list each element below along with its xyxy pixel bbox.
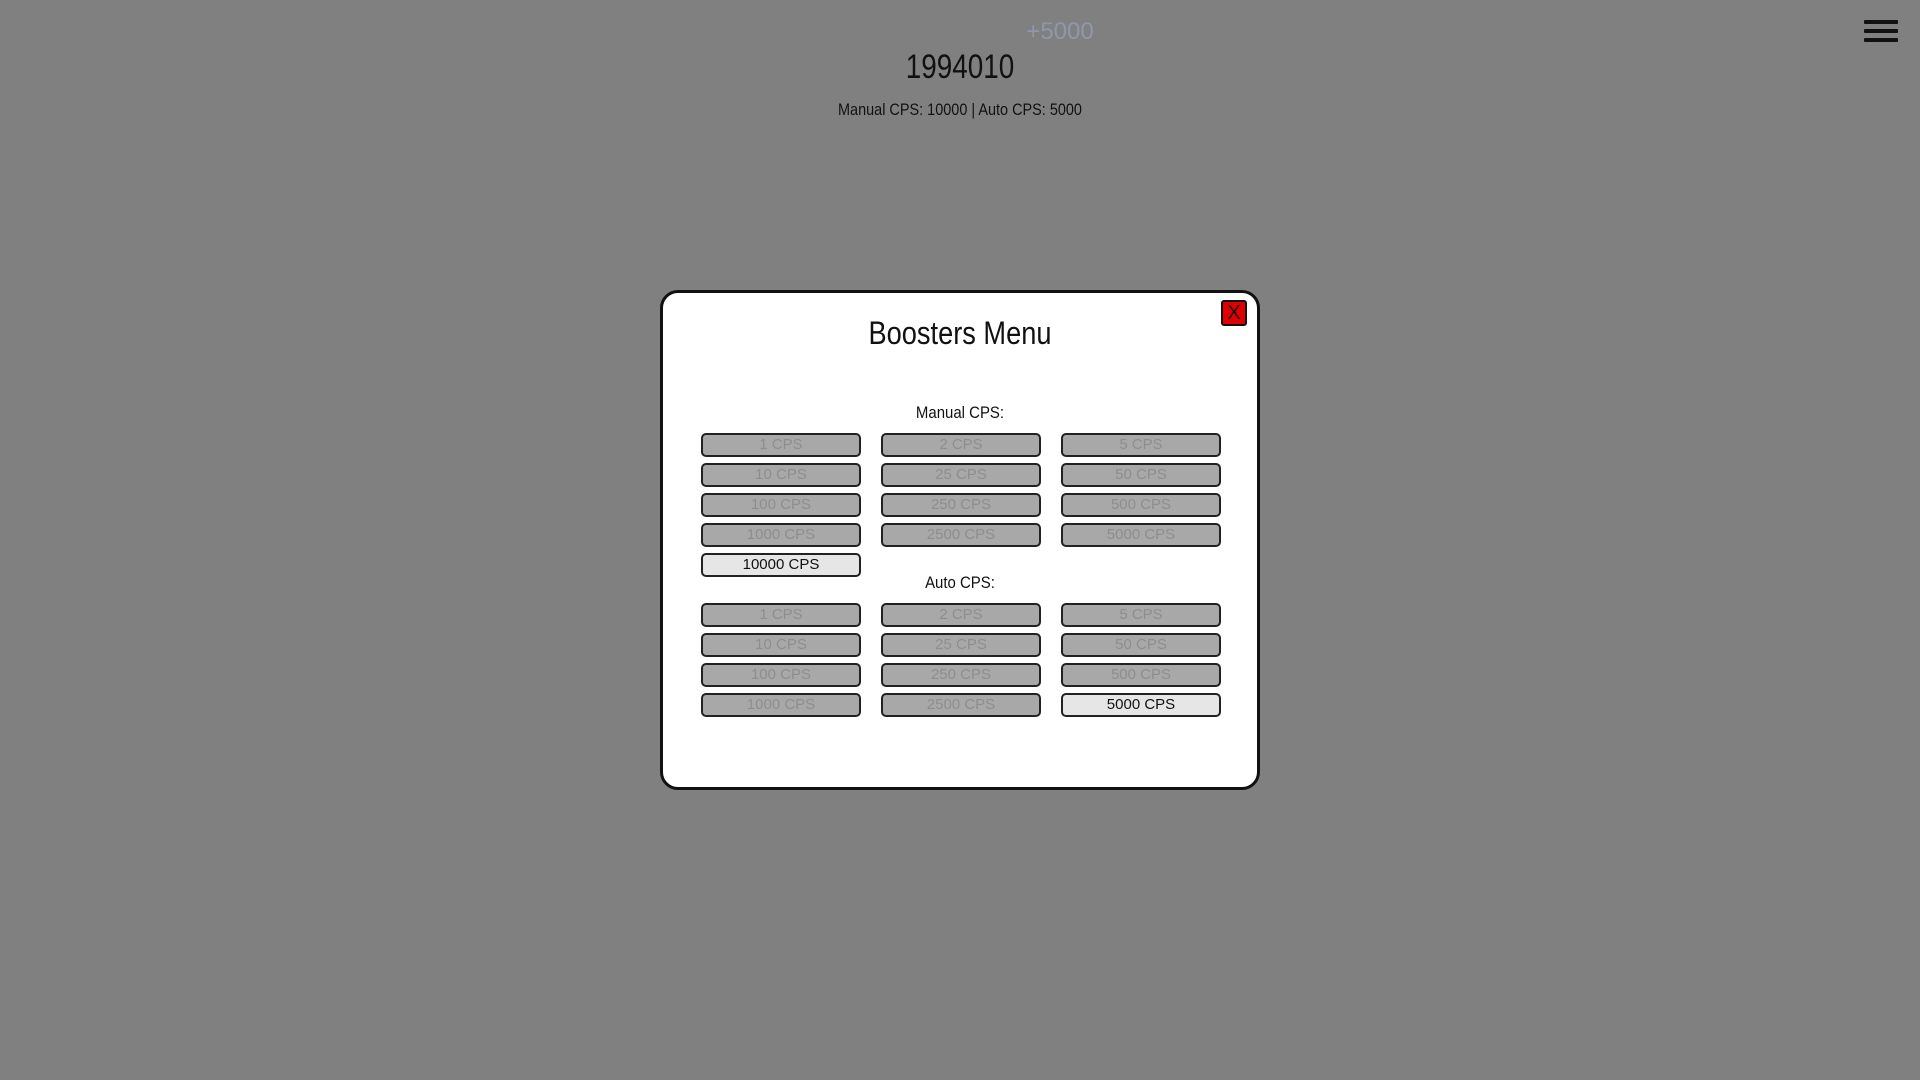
auto-booster-button[interactable]: 500 CPS: [1061, 663, 1221, 687]
score-counter: 1994010: [905, 48, 1015, 86]
manual-booster-button[interactable]: 250 CPS: [881, 493, 1041, 517]
auto-booster-button[interactable]: 2 CPS: [881, 603, 1041, 627]
manual-booster-button[interactable]: 10000 CPS: [701, 553, 861, 577]
manual-booster-button[interactable]: 100 CPS: [701, 493, 861, 517]
auto-booster-button[interactable]: 25 CPS: [881, 633, 1041, 657]
modal-title: Boosters Menu: [868, 315, 1052, 351]
manual-booster-button[interactable]: 500 CPS: [1061, 493, 1221, 517]
manual-booster-button[interactable]: 5 CPS: [1061, 433, 1221, 457]
manual-booster-button[interactable]: 1000 CPS: [701, 523, 861, 547]
hamburger-line: [1864, 29, 1898, 33]
manual-booster-button[interactable]: 10 CPS: [701, 463, 861, 487]
close-button[interactable]: X: [1221, 300, 1247, 326]
auto-booster-button[interactable]: 10 CPS: [701, 633, 861, 657]
manual-cps-label: Manual CPS:: [915, 403, 1005, 422]
auto-booster-button[interactable]: 100 CPS: [701, 663, 861, 687]
boosters-modal: [660, 290, 1260, 790]
auto-booster-button[interactable]: 50 CPS: [1061, 633, 1221, 657]
auto-booster-button[interactable]: 250 CPS: [881, 663, 1041, 687]
cps-summary: Manual CPS: 10000 | Auto CPS: 5000: [838, 100, 1082, 119]
auto-booster-button[interactable]: 1 CPS: [701, 603, 861, 627]
manual-booster-button[interactable]: 5000 CPS: [1061, 523, 1221, 547]
auto-cps-label: Auto CPS:: [925, 573, 995, 592]
auto-booster-button[interactable]: 5 CPS: [1061, 603, 1221, 627]
hamburger-line: [1864, 20, 1898, 24]
hamburger-line: [1864, 38, 1898, 42]
manual-booster-button[interactable]: 25 CPS: [881, 463, 1041, 487]
manual-booster-button[interactable]: 1 CPS: [701, 433, 861, 457]
manual-booster-button[interactable]: 2500 CPS: [881, 523, 1041, 547]
manual-booster-grid: [701, 433, 1221, 577]
auto-booster-button[interactable]: 1000 CPS: [701, 693, 861, 717]
manual-booster-button[interactable]: 2 CPS: [881, 433, 1041, 457]
manual-booster-button[interactable]: 50 CPS: [1061, 463, 1221, 487]
auto-booster-button[interactable]: 2500 CPS: [881, 693, 1041, 717]
auto-booster-button[interactable]: 5000 CPS: [1061, 693, 1221, 717]
hamburger-menu-icon[interactable]: [1864, 18, 1898, 44]
auto-booster-grid: [701, 603, 1221, 717]
floating-gain-text: +5000: [1026, 18, 1094, 45]
